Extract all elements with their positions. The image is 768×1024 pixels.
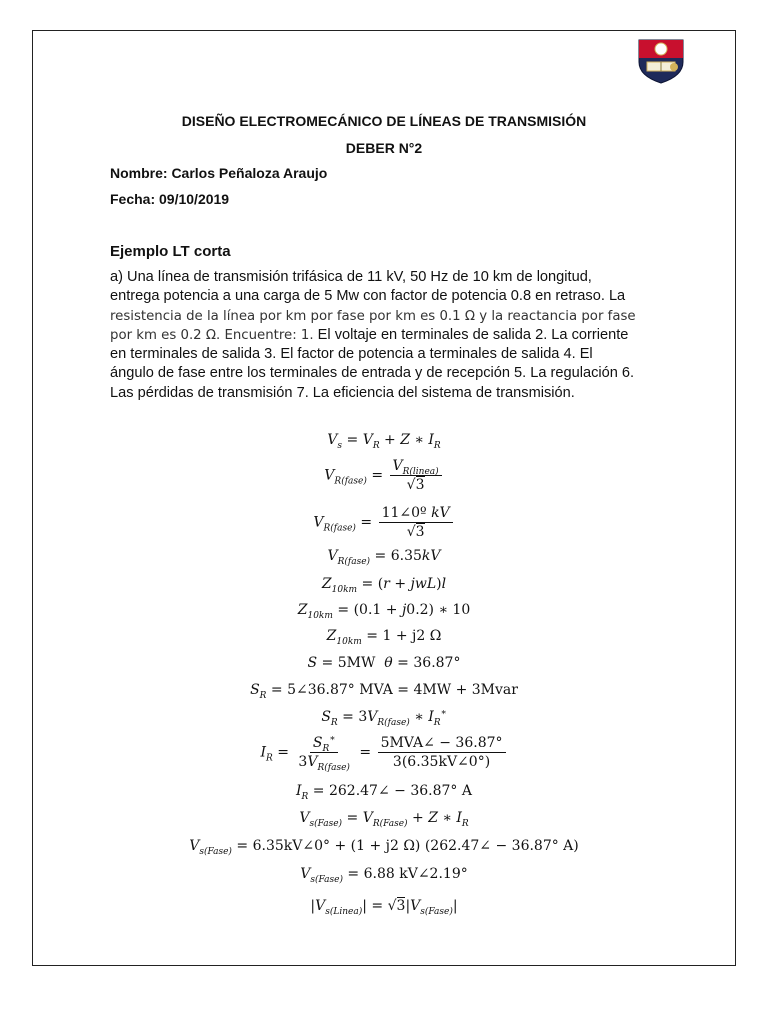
ir-value: 262.47∠ − 36.87° A [328,783,472,799]
equation-z-formula: $Z_{10km} = (r + jwL)l$ [321,576,447,595]
equation-vr-phase-substitution: $V_{R(fase)}$ = $\frac{\text{11∠0º kV}}{√3}$ [32,505,736,540]
problem-statement [110,268,640,403]
theta-value: 36.87° [413,655,461,671]
equation-ir-value: $I_R$ = 262.47∠ − 36.87° A [296,783,472,802]
vr-value: 6.35 [390,548,422,564]
equation-vs-phase-substitution: $V_{s(Fase)}$ = 6.35kV∠0° + (1 + j2 Ω) (262.47∠ − 36.87° A) [189,838,579,857]
equation-vs: $V_s = V_R + Z$ ∗ $I_R$ [327,432,441,451]
equation-vs-phase-formula: $V_{s(Fase)} = V_{R(Fase)} + Z$ ∗ $I_R$ [299,810,469,829]
vs-value: 6.88 kV∠2.19° [363,866,468,882]
vs-substitution: 6.35kV∠0° + (1 + j2 Ω) (262.47∠ − 36.87° A) [252,838,579,854]
problem-text-2: resistencia de la línea por km por fase por km es 0.1 Ω y la reactancia por fase por km es 0.2 Ω. Encuentre: 1. [110,308,636,343]
ir-numerator: 5MVA∠ − 36.87° [378,735,506,753]
university-seal-logo [636,38,686,84]
document-date: Fecha: 09/10/2019 [110,191,230,207]
sr-value: 5∠36.87° MVA = 4MW + 3Mvar [287,682,518,698]
author-name: Nombre: Carlos Peñaloza Araujo [110,165,328,181]
ir-denominator: 3(6.35kV∠0°) [392,754,491,770]
section-title: Ejemplo LT corta [110,243,231,260]
equation-vr-phase-definition: $V_{R(fase)}$ = $\frac{V_{R(linea)}}{√3}$ [32,458,736,493]
equation-ir-formula: $I_R$ = $\frac{S_R^∗}{3V_{R(fase)}}$ = $\frac{\text{5MVA∠ − 36.87°}}{3(6.35kV\angle 0^\circ)}$ [32,735,736,770]
equation-sr-value: $S_R$ = 5∠36.87° MVA = 4MW + 3Mvar [250,682,518,701]
equation-power-angle: S = 5MW θ = 36.87° [307,655,461,671]
document-title: DISEÑO ELECTROMECÁNICO DE LÍNEAS DE TRANSMISIÓN [181,113,587,129]
s-value: 5MW [337,655,376,671]
equation-vr-phase-value: $V_{R(fase)} = 6.35kV$ [327,548,441,567]
equation-vs-line: $|V_{s(Linea)}| = √3|V_{s(Fase)}|$ [310,898,458,917]
problem-text-1: a) Una línea de transmisión trifásica de 11 kV, 50 Hz de 10 km de longitud, entrega potencia a una carga de 5 Mw con factor de potencia 0.8 en retraso. La [110,269,626,305]
equation-z-value: $Z_{10km} = 1 + j2$ Ω [326,628,442,647]
equation-sr-formula: $S_R = 3V_{R(fase)}$ ∗ $I_R^∗$ [321,708,447,728]
vr-unit: kV [421,548,441,564]
problem-text-3: El voltaje en terminales de salida 2. La corriente en terminales de salida 3. El factor de potencia a terminales de salida 4. El ángulo de fase entre los terminales de entrada y de recepción 5. La regulación 6. Las pérdidas de transmisión 7. La eficiencia del sistema de transmisión. [110,326,635,401]
document-subtitle: DEBER N°2 [345,140,423,156]
z-value: 1 + j2 Ω [382,628,442,644]
equation-vs-phase-value: $V_{s(Fase)} = 6.88$ kV∠2.19° [300,866,468,885]
equation-z-substitution: $Z_{10km} = (0.1 + j0.2)$ ∗ 10 [297,602,471,621]
